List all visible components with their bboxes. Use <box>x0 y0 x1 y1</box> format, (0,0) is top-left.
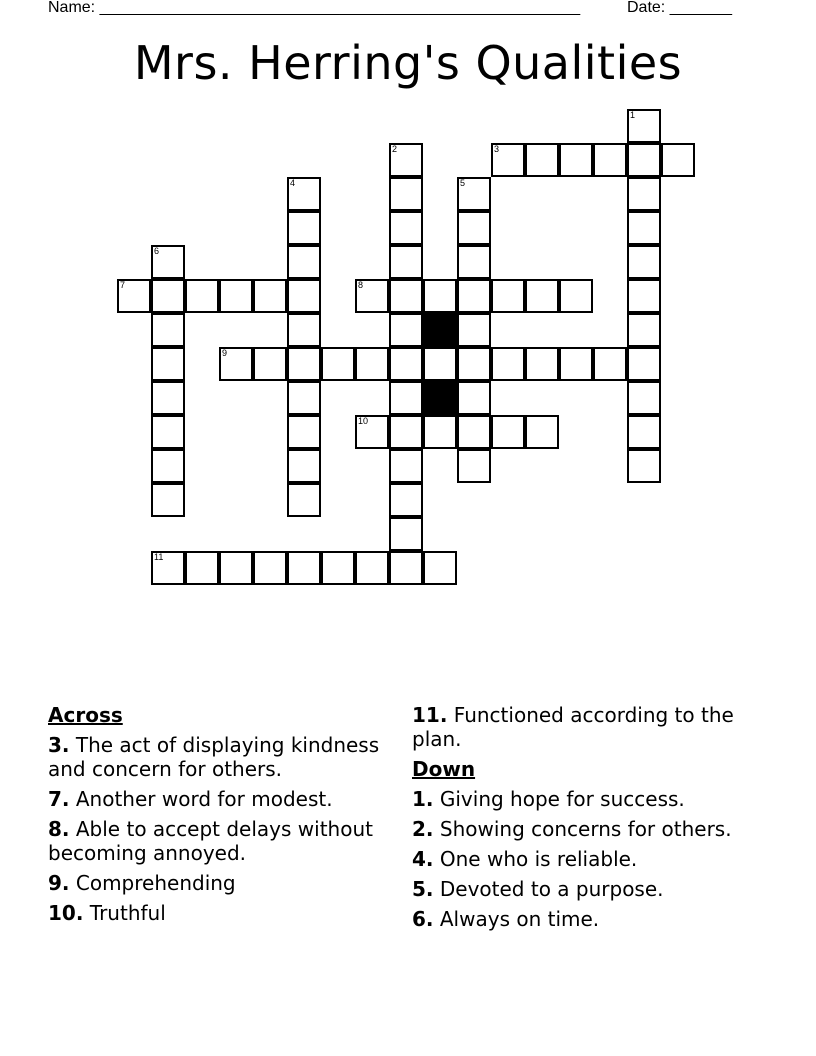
grid-block <box>423 381 457 415</box>
grid-cell[interactable] <box>151 415 185 449</box>
page-title: Mrs. Herring's Qualities <box>133 36 683 90</box>
grid-cell[interactable] <box>151 483 185 517</box>
grid-cell[interactable] <box>389 279 423 313</box>
grid-cell[interactable] <box>661 143 695 177</box>
across-clue-3: 3. The act of displaying kindness and concern for others. <box>48 733 380 781</box>
grid-cell[interactable] <box>287 245 321 279</box>
grid-cell[interactable] <box>389 245 423 279</box>
down-clue-1: 1. Giving hope for success. <box>412 787 685 811</box>
across-clue-10: 10. Truthful <box>48 901 166 925</box>
grid-cell[interactable] <box>423 279 457 313</box>
grid-cell[interactable] <box>627 279 661 313</box>
grid-cell[interactable] <box>151 347 185 381</box>
across-clue-11: 11. Functioned according to the plan. <box>412 703 734 751</box>
grid-cell[interactable] <box>457 279 491 313</box>
grid-cell[interactable] <box>525 415 559 449</box>
grid-cell[interactable] <box>423 415 457 449</box>
grid-cell[interactable] <box>219 347 253 381</box>
grid-cell[interactable] <box>253 279 287 313</box>
grid-cell[interactable] <box>117 279 151 313</box>
grid-cell[interactable] <box>491 415 525 449</box>
name-field[interactable]: Name: ______________________________________________________ <box>48 0 581 16</box>
grid-cell[interactable] <box>389 381 423 415</box>
grid-cell[interactable] <box>151 313 185 347</box>
grid-cell[interactable] <box>253 347 287 381</box>
grid-cell[interactable] <box>185 279 219 313</box>
grid-cell[interactable] <box>457 415 491 449</box>
grid-block <box>423 313 457 347</box>
grid-cell[interactable] <box>389 313 423 347</box>
down-clue-6: 6. Always on time. <box>412 907 600 931</box>
grid-cell[interactable] <box>457 245 491 279</box>
down-clue-5: 5. Devoted to a purpose. <box>412 877 664 901</box>
grid-cell[interactable] <box>355 279 389 313</box>
clue-number: 5 <box>460 178 466 188</box>
grid-cell[interactable] <box>389 517 423 551</box>
grid-cell[interactable] <box>627 415 661 449</box>
grid-cell[interactable] <box>253 551 287 585</box>
grid-cell[interactable] <box>389 483 423 517</box>
across-clue-8: 8. Able to accept delays without becoming annoyed. <box>48 817 373 865</box>
grid-cell[interactable] <box>151 245 185 279</box>
grid-cell[interactable] <box>457 449 491 483</box>
clue-number: 9 <box>222 348 228 358</box>
grid-cell[interactable] <box>355 347 389 381</box>
grid-cell[interactable] <box>389 177 423 211</box>
grid-cell[interactable] <box>287 449 321 483</box>
grid-cell[interactable] <box>491 143 525 177</box>
grid-cell[interactable] <box>287 177 321 211</box>
clue-number: 8 <box>358 280 364 290</box>
grid-cell[interactable] <box>627 143 661 177</box>
grid-cell[interactable] <box>593 143 627 177</box>
across-clue-9: 9. Comprehending <box>48 871 236 895</box>
grid-cell[interactable] <box>559 143 593 177</box>
grid-cell[interactable] <box>287 347 321 381</box>
grid-cell[interactable] <box>423 347 457 381</box>
grid-cell[interactable] <box>457 381 491 415</box>
grid-cell[interactable] <box>389 347 423 381</box>
grid-cell[interactable] <box>627 313 661 347</box>
grid-cell[interactable] <box>219 279 253 313</box>
grid-cell[interactable] <box>287 211 321 245</box>
clues-right-column <box>412 703 752 937</box>
clue-number: 7 <box>120 280 126 290</box>
grid-cell[interactable] <box>525 347 559 381</box>
grid-cell[interactable] <box>457 313 491 347</box>
grid-cell[interactable] <box>287 551 321 585</box>
grid-cell[interactable] <box>151 279 185 313</box>
grid-cell[interactable] <box>627 347 661 381</box>
clue-number: 10 <box>358 416 369 426</box>
down-heading: Down <box>412 757 476 781</box>
grid-cell[interactable] <box>321 347 355 381</box>
grid-cell[interactable] <box>457 211 491 245</box>
across-heading: Across <box>48 703 123 727</box>
clue-number: 2 <box>392 144 398 154</box>
grid-cell[interactable] <box>627 245 661 279</box>
grid-cell[interactable] <box>287 483 321 517</box>
date-field[interactable]: Date: _______ <box>627 0 732 16</box>
grid-cell[interactable] <box>151 381 185 415</box>
grid-cell[interactable] <box>457 177 491 211</box>
grid-cell[interactable] <box>287 415 321 449</box>
clue-number: 3 <box>494 144 500 154</box>
grid-cell[interactable] <box>287 313 321 347</box>
grid-cell[interactable] <box>321 551 355 585</box>
grid-cell[interactable] <box>491 347 525 381</box>
grid-cell[interactable] <box>627 109 661 143</box>
grid-cell[interactable] <box>627 177 661 211</box>
grid-cell[interactable] <box>627 211 661 245</box>
grid-cell[interactable] <box>525 143 559 177</box>
clue-number: 1 <box>630 110 636 120</box>
grid-cell[interactable] <box>559 347 593 381</box>
grid-cell[interactable] <box>287 279 321 313</box>
grid-cell[interactable] <box>525 279 559 313</box>
clues-left-column <box>48 703 408 931</box>
clue-number: 4 <box>290 178 296 188</box>
down-clue-2: 2. Showing concerns for others. <box>412 817 732 841</box>
grid-cell[interactable] <box>423 551 457 585</box>
grid-cell[interactable] <box>355 415 389 449</box>
grid-cell[interactable] <box>389 449 423 483</box>
grid-cell[interactable] <box>389 551 423 585</box>
clue-number: 6 <box>154 246 160 256</box>
grid-cell[interactable] <box>355 551 389 585</box>
clue-number: 11 <box>154 552 164 562</box>
across-clue-7: 7. Another word for modest. <box>48 787 333 811</box>
grid-cell[interactable] <box>151 449 185 483</box>
grid-cell[interactable] <box>151 551 185 585</box>
grid-cell[interactable] <box>389 415 423 449</box>
grid-cell[interactable] <box>627 381 661 415</box>
grid-cell[interactable] <box>457 347 491 381</box>
grid-cell[interactable] <box>627 449 661 483</box>
down-clue-4: 4. One who is reliable. <box>412 847 638 871</box>
grid-cell[interactable] <box>185 551 219 585</box>
grid-cell[interactable] <box>389 211 423 245</box>
grid-cell[interactable] <box>491 279 525 313</box>
grid-cell[interactable] <box>593 347 627 381</box>
grid-cell[interactable] <box>219 551 253 585</box>
grid-cell[interactable] <box>559 279 593 313</box>
grid-cell[interactable] <box>287 381 321 415</box>
grid-cell[interactable] <box>389 143 423 177</box>
